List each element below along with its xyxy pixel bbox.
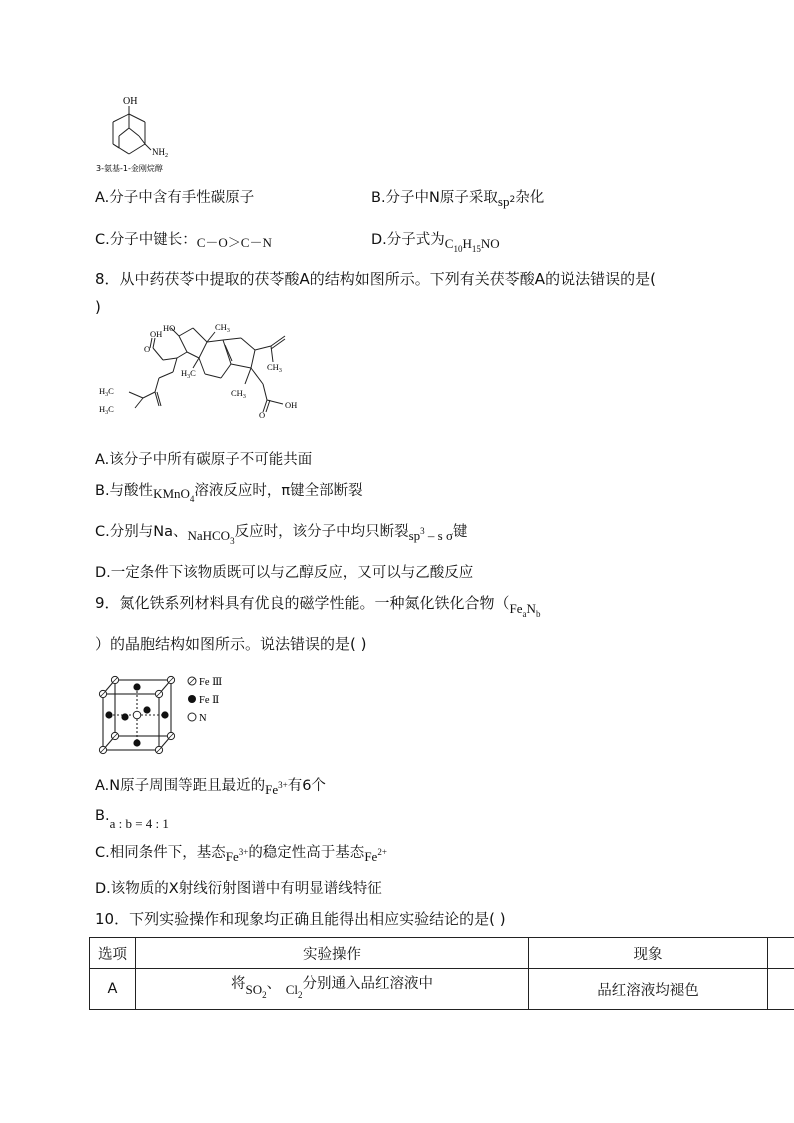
q7-option-c: C.分子中键长：C－O＞C－N [95,232,272,250]
legend [188,677,222,724]
svg-text:NH2: $NH_2$ [152,147,168,159]
molecule-caption: 3-氨基-1-金刚烷醇 [96,164,163,173]
q7-option-b: B.分子中N原子采取sp2杂化 [371,190,545,209]
h3c-label-1: H [181,368,188,378]
q7-option-a: A.分子中含有手性碳原子 [95,190,255,206]
svg-text:CH3: $CH_3$ [231,388,246,400]
legend-fe3: Fe Ⅲ [199,677,223,688]
adamantane-structure [95,92,205,174]
q8-stem-line2: ) [95,298,101,316]
q8-option-c: C.分别与Na、NaHCO$_3$反应时，该分子中均只断裂$sp^3$ – s σ键 [95,524,468,546]
q9-option-c: C.相同条件下，基态$Fe^{3+}$的稳定性高于基态$Fe^{2+}$ [95,845,387,864]
svg-text:H3C: $H_3C$ [99,404,114,416]
q9-option-d: D.该物质的X射线衍射图谱中有明显谱线特征 [95,881,382,897]
q9-stem-line2: ）的晶胞结构如图所示。说法错误的是( ) [95,635,367,653]
table-header-row [90,938,794,969]
oh-label: OH [123,96,138,107]
o-left-label: O [144,344,151,354]
q8-option-a: A.该分子中所有碳原子不可能共面 [95,452,313,468]
nh2-label: NH [152,147,165,157]
ch3-bottom-label: CH [231,388,243,398]
q8-stem-line1: 8．从中药茯苓中提取的茯苓酸A的结构如图所示。下列有关茯苓酸A的说法错误的是( [95,270,656,288]
q8-option-d: D.一定条件下该物质既可以与乙醇反应，又可以与乙酸反应 [95,565,474,581]
q7-option-d: D.分子式为$C_{10}H_{15}NO$ [371,232,500,254]
h3c-label-2: H [99,386,106,396]
q9-stem-line1: 9．氮化铁系列材料具有优良的磁学性能。一种氮化铁化合物（$Fe_aN_b$ [95,594,541,619]
ch3-top-label: CH [215,322,227,332]
legend-n: N [199,713,207,724]
svg-text:H3C: $H_3C$ [181,368,196,380]
header-conclusion [768,938,794,969]
q9-option-b: B.a : b = 4 : 1 [95,808,169,831]
o-right-label: O [259,410,266,418]
svg-text:H3C: $H_3C$ [99,386,114,398]
row-a-phenomenon: 品红溶液均褪色 [529,969,768,1010]
ch3-right-label: CH [267,362,279,372]
crystal-cell-diagram [95,672,245,764]
oh-left-label: OH [150,329,163,339]
ho-label: HO [163,323,176,333]
svg-text:CH3: $CH_3$ [215,322,230,334]
poria-acid-structure [95,318,320,418]
table-row [90,969,794,1010]
header-phenomenon: 现象 [529,938,768,969]
q9-option-a: A.N原子周围等距且最近的$Fe^{3+}$有6个 [95,778,326,797]
legend-fe2: Fe Ⅱ [199,695,220,706]
n-atom [133,711,141,719]
oh-right-label: OH [285,400,298,410]
h3c-label-3: H [99,404,106,414]
q8-option-b: B.与酸性KMnO$_4$溶液反应时，π键全部断裂 [95,483,363,504]
experiment-table [89,937,794,1010]
row-a-label: A [90,969,136,1010]
svg-text:CH3: $CH_3$ [267,362,282,374]
row-a-conclusion [768,969,794,1010]
header-option: 选项 [90,938,136,969]
header-operation: 实验操作 [136,938,529,969]
row-a-operation: 将$SO_2$、 $Cl_2$分别通入品红溶液中 [136,969,529,1010]
q10-stem: 10．下列实验操作和现象均正确且能得出相应实验结论的是( ) [95,910,506,928]
